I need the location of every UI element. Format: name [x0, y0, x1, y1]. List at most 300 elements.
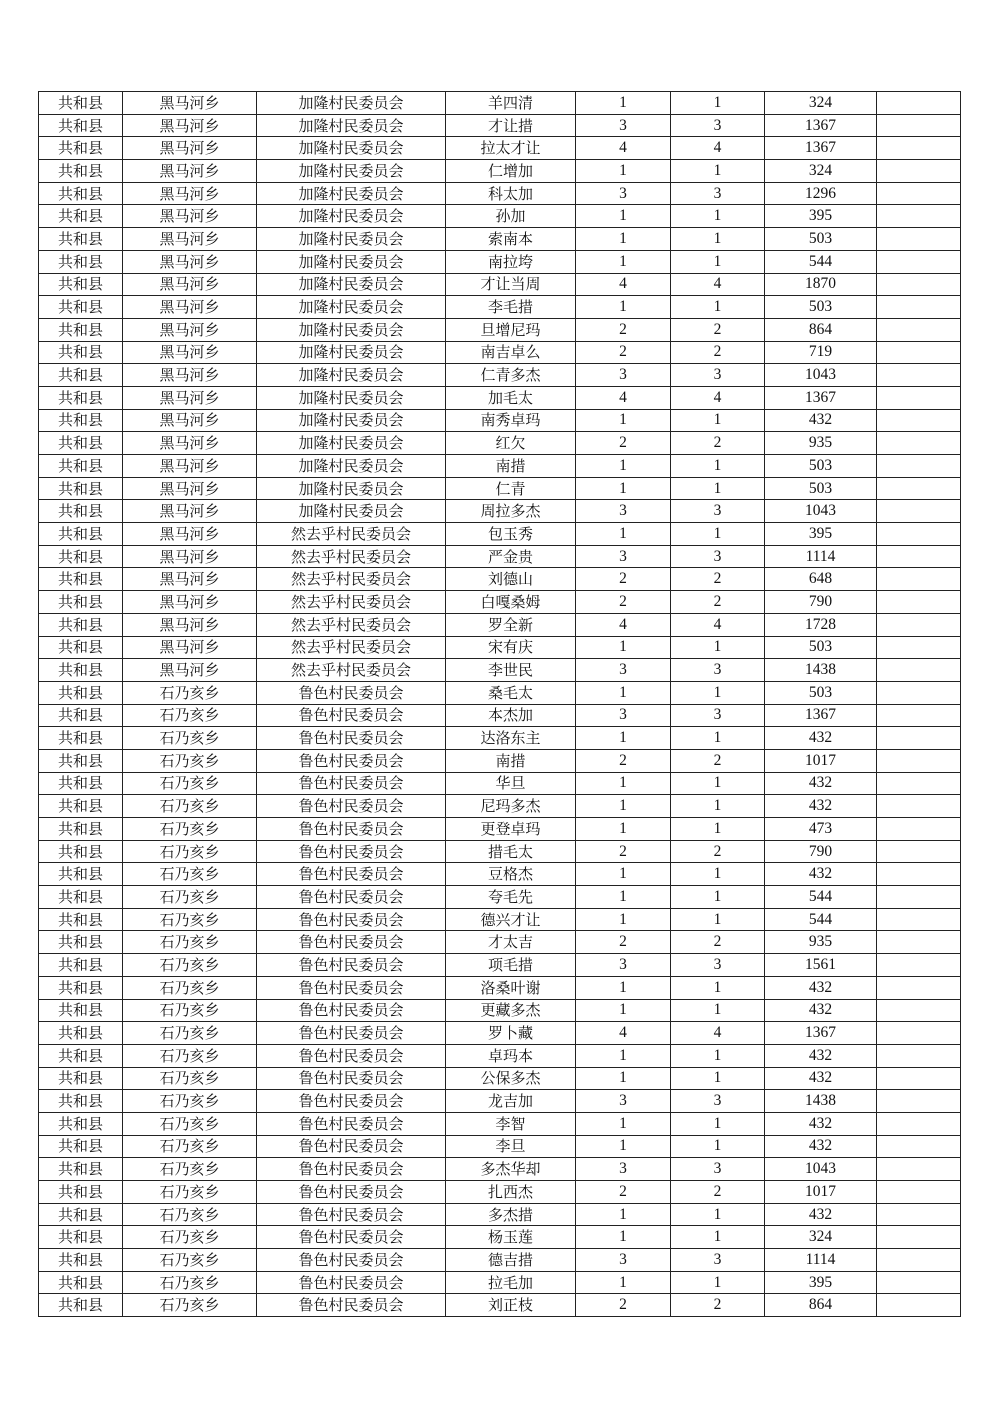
table-row — [39, 409, 961, 432]
remark-cell — [877, 976, 961, 999]
table-row — [39, 273, 961, 296]
county-cell: 共和县 — [39, 500, 123, 523]
name-cell: 刘正枝 — [446, 1294, 576, 1317]
township-cell: 黑马河乡 — [123, 228, 257, 251]
county-cell: 共和县 — [39, 273, 123, 296]
county-cell: 共和县 — [39, 455, 123, 478]
remark-cell — [877, 818, 961, 841]
count-b-cell: 3 — [671, 954, 765, 977]
table-row — [39, 840, 961, 863]
count-b-cell: 2 — [671, 318, 765, 341]
count-b-cell: 1 — [671, 1044, 765, 1067]
remark-cell — [877, 1112, 961, 1135]
amount-cell: 395 — [765, 523, 877, 546]
amount-cell: 432 — [765, 1067, 877, 1090]
count-a-cell: 1 — [576, 92, 671, 115]
name-cell: 多杰措 — [446, 1203, 576, 1226]
table-row — [39, 228, 961, 251]
village-committee-cell: 加隆村民委员会 — [257, 182, 446, 205]
village-committee-cell: 鲁色村民委员会 — [257, 999, 446, 1022]
county-cell: 共和县 — [39, 182, 123, 205]
remark-cell — [877, 137, 961, 160]
name-cell: 尼玛多杰 — [446, 795, 576, 818]
village-committee-cell: 加隆村民委员会 — [257, 477, 446, 500]
name-cell: 南措 — [446, 455, 576, 478]
township-cell: 黑马河乡 — [123, 477, 257, 500]
township-cell: 石乃亥乡 — [123, 772, 257, 795]
township-cell: 石乃亥乡 — [123, 1044, 257, 1067]
village-committee-cell: 加隆村民委员会 — [257, 364, 446, 387]
remark-cell — [877, 886, 961, 909]
table-row — [39, 477, 961, 500]
village-committee-cell: 然去乎村民委员会 — [257, 545, 446, 568]
remark-cell — [877, 182, 961, 205]
count-b-cell: 3 — [671, 182, 765, 205]
township-cell: 黑马河乡 — [123, 523, 257, 546]
table-row — [39, 1135, 961, 1158]
remark-cell — [877, 999, 961, 1022]
name-cell: 达洛东主 — [446, 727, 576, 750]
count-a-cell: 1 — [576, 523, 671, 546]
village-committee-cell: 加隆村民委员会 — [257, 250, 446, 273]
village-committee-cell: 加隆村民委员会 — [257, 114, 446, 137]
township-cell: 石乃亥乡 — [123, 1271, 257, 1294]
county-cell: 共和县 — [39, 318, 123, 341]
count-a-cell: 1 — [576, 1067, 671, 1090]
amount-cell: 503 — [765, 455, 877, 478]
township-cell: 石乃亥乡 — [123, 704, 257, 727]
count-a-cell: 2 — [576, 749, 671, 772]
count-a-cell: 1 — [576, 1271, 671, 1294]
county-cell: 共和县 — [39, 886, 123, 909]
name-cell: 李世民 — [446, 659, 576, 682]
county-cell: 共和县 — [39, 1249, 123, 1272]
village-committee-cell: 鲁色村民委员会 — [257, 1181, 446, 1204]
name-cell: 白嘎桑姆 — [446, 591, 576, 614]
count-b-cell: 1 — [671, 1226, 765, 1249]
county-cell: 共和县 — [39, 568, 123, 591]
township-cell: 黑马河乡 — [123, 545, 257, 568]
count-b-cell: 3 — [671, 1249, 765, 1272]
amount-cell: 1043 — [765, 500, 877, 523]
name-cell: 才让当周 — [446, 273, 576, 296]
township-cell: 黑马河乡 — [123, 341, 257, 364]
count-a-cell: 3 — [576, 500, 671, 523]
name-cell: 才太吉 — [446, 931, 576, 954]
name-cell: 仁青 — [446, 477, 576, 500]
township-cell: 黑马河乡 — [123, 386, 257, 409]
name-cell: 李智 — [446, 1112, 576, 1135]
table-body — [39, 92, 961, 1317]
table-row — [39, 341, 961, 364]
remark-cell — [877, 681, 961, 704]
county-cell: 共和县 — [39, 1181, 123, 1204]
village-committee-cell: 然去乎村民委员会 — [257, 523, 446, 546]
table-row — [39, 681, 961, 704]
county-cell: 共和县 — [39, 386, 123, 409]
county-cell: 共和县 — [39, 92, 123, 115]
township-cell: 石乃亥乡 — [123, 954, 257, 977]
amount-cell: 1367 — [765, 114, 877, 137]
village-committee-cell: 鲁色村民委员会 — [257, 1090, 446, 1113]
table-row — [39, 999, 961, 1022]
amount-cell: 1296 — [765, 182, 877, 205]
township-cell: 石乃亥乡 — [123, 1294, 257, 1317]
count-a-cell: 3 — [576, 954, 671, 977]
remark-cell — [877, 931, 961, 954]
table-row — [39, 1044, 961, 1067]
remark-cell — [877, 659, 961, 682]
village-committee-cell: 加隆村民委员会 — [257, 318, 446, 341]
name-cell: 南拉垮 — [446, 250, 576, 273]
name-cell: 南吉卓么 — [446, 341, 576, 364]
table-row — [39, 318, 961, 341]
county-cell: 共和县 — [39, 1271, 123, 1294]
count-b-cell: 2 — [671, 1181, 765, 1204]
township-cell: 石乃亥乡 — [123, 1112, 257, 1135]
count-a-cell: 3 — [576, 1090, 671, 1113]
table-row — [39, 1022, 961, 1045]
village-committee-cell: 然去乎村民委员会 — [257, 659, 446, 682]
count-a-cell: 2 — [576, 432, 671, 455]
table-row — [39, 545, 961, 568]
count-b-cell: 3 — [671, 500, 765, 523]
count-b-cell: 1 — [671, 228, 765, 251]
name-cell: 杨玉莲 — [446, 1226, 576, 1249]
county-cell: 共和县 — [39, 1158, 123, 1181]
township-cell: 石乃亥乡 — [123, 1090, 257, 1113]
count-b-cell: 1 — [671, 772, 765, 795]
remark-cell — [877, 727, 961, 750]
county-cell: 共和县 — [39, 591, 123, 614]
remark-cell — [877, 545, 961, 568]
remark-cell — [877, 863, 961, 886]
amount-cell: 432 — [765, 863, 877, 886]
table-row — [39, 976, 961, 999]
village-committee-cell: 鲁色村民委员会 — [257, 886, 446, 909]
remark-cell — [877, 749, 961, 772]
county-cell: 共和县 — [39, 976, 123, 999]
table-row — [39, 1226, 961, 1249]
remark-cell — [877, 500, 961, 523]
amount-cell: 1043 — [765, 364, 877, 387]
village-committee-cell: 加隆村民委员会 — [257, 432, 446, 455]
count-a-cell: 2 — [576, 591, 671, 614]
amount-cell: 432 — [765, 1112, 877, 1135]
table-row — [39, 954, 961, 977]
count-a-cell: 3 — [576, 1249, 671, 1272]
count-b-cell: 2 — [671, 931, 765, 954]
table-row — [39, 795, 961, 818]
name-cell: 索南本 — [446, 228, 576, 251]
amount-cell: 432 — [765, 1135, 877, 1158]
table-row — [39, 908, 961, 931]
count-a-cell: 2 — [576, 1294, 671, 1317]
village-committee-cell: 加隆村民委员会 — [257, 92, 446, 115]
name-cell: 才让措 — [446, 114, 576, 137]
remark-cell — [877, 477, 961, 500]
count-b-cell: 1 — [671, 1112, 765, 1135]
count-b-cell: 1 — [671, 523, 765, 546]
name-cell: 措毛太 — [446, 840, 576, 863]
remark-cell — [877, 228, 961, 251]
township-cell: 黑马河乡 — [123, 591, 257, 614]
count-b-cell: 3 — [671, 659, 765, 682]
name-cell: 拉太才让 — [446, 137, 576, 160]
county-cell: 共和县 — [39, 1044, 123, 1067]
table-row — [39, 296, 961, 319]
table-row — [39, 749, 961, 772]
name-cell: 李毛措 — [446, 296, 576, 319]
count-b-cell: 2 — [671, 432, 765, 455]
county-cell: 共和县 — [39, 908, 123, 931]
count-b-cell: 1 — [671, 205, 765, 228]
amount-cell: 324 — [765, 160, 877, 183]
count-b-cell: 1 — [671, 795, 765, 818]
township-cell: 石乃亥乡 — [123, 1067, 257, 1090]
village-committee-cell: 鲁色村民委员会 — [257, 1249, 446, 1272]
count-a-cell: 1 — [576, 1226, 671, 1249]
county-cell: 共和县 — [39, 137, 123, 160]
remark-cell — [877, 772, 961, 795]
count-b-cell: 4 — [671, 137, 765, 160]
name-cell: 德兴才让 — [446, 908, 576, 931]
township-cell: 石乃亥乡 — [123, 863, 257, 886]
county-cell: 共和县 — [39, 772, 123, 795]
name-cell: 科太加 — [446, 182, 576, 205]
amount-cell: 935 — [765, 432, 877, 455]
name-cell: 项毛措 — [446, 954, 576, 977]
count-b-cell: 1 — [671, 886, 765, 909]
count-a-cell: 4 — [576, 386, 671, 409]
count-a-cell: 1 — [576, 886, 671, 909]
county-cell: 共和县 — [39, 523, 123, 546]
township-cell: 石乃亥乡 — [123, 795, 257, 818]
village-committee-cell: 加隆村民委员会 — [257, 455, 446, 478]
county-cell: 共和县 — [39, 114, 123, 137]
township-cell: 黑马河乡 — [123, 568, 257, 591]
amount-cell: 790 — [765, 591, 877, 614]
county-cell: 共和县 — [39, 1112, 123, 1135]
table-row — [39, 1181, 961, 1204]
count-a-cell: 3 — [576, 114, 671, 137]
count-a-cell: 1 — [576, 976, 671, 999]
county-cell: 共和县 — [39, 160, 123, 183]
remark-cell — [877, 795, 961, 818]
county-cell: 共和县 — [39, 250, 123, 273]
township-cell: 石乃亥乡 — [123, 908, 257, 931]
count-b-cell: 4 — [671, 386, 765, 409]
table-row — [39, 1158, 961, 1181]
count-b-cell: 2 — [671, 1294, 765, 1317]
table-row — [39, 1249, 961, 1272]
remark-cell — [877, 432, 961, 455]
village-committee-cell: 加隆村民委员会 — [257, 137, 446, 160]
remark-cell — [877, 1135, 961, 1158]
village-committee-cell: 加隆村民委员会 — [257, 296, 446, 319]
name-cell: 罗全新 — [446, 613, 576, 636]
name-cell: 旦增尼玛 — [446, 318, 576, 341]
amount-cell: 1367 — [765, 137, 877, 160]
count-a-cell: 1 — [576, 160, 671, 183]
count-a-cell: 3 — [576, 545, 671, 568]
count-b-cell: 1 — [671, 296, 765, 319]
township-cell: 黑马河乡 — [123, 273, 257, 296]
village-committee-cell: 鲁色村民委员会 — [257, 1067, 446, 1090]
amount-cell: 1017 — [765, 749, 877, 772]
township-cell: 黑马河乡 — [123, 114, 257, 137]
name-cell: 扎西杰 — [446, 1181, 576, 1204]
count-b-cell: 4 — [671, 613, 765, 636]
county-cell: 共和县 — [39, 863, 123, 886]
table-row — [39, 1294, 961, 1317]
remark-cell — [877, 341, 961, 364]
amount-cell: 324 — [765, 92, 877, 115]
amount-cell: 1870 — [765, 273, 877, 296]
count-a-cell: 4 — [576, 273, 671, 296]
township-cell: 石乃亥乡 — [123, 727, 257, 750]
count-a-cell: 2 — [576, 840, 671, 863]
table-row — [39, 364, 961, 387]
township-cell: 石乃亥乡 — [123, 999, 257, 1022]
remark-cell — [877, 273, 961, 296]
count-a-cell: 3 — [576, 364, 671, 387]
township-cell: 黑马河乡 — [123, 296, 257, 319]
township-cell: 黑马河乡 — [123, 205, 257, 228]
count-b-cell: 4 — [671, 273, 765, 296]
count-a-cell: 1 — [576, 772, 671, 795]
remark-cell — [877, 205, 961, 228]
count-a-cell: 2 — [576, 1181, 671, 1204]
count-b-cell: 1 — [671, 727, 765, 750]
remark-cell — [877, 613, 961, 636]
table-row — [39, 818, 961, 841]
count-a-cell: 1 — [576, 228, 671, 251]
township-cell: 黑马河乡 — [123, 455, 257, 478]
village-committee-cell: 鲁色村民委员会 — [257, 1271, 446, 1294]
township-cell: 黑马河乡 — [123, 92, 257, 115]
county-cell: 共和县 — [39, 432, 123, 455]
village-committee-cell: 加隆村民委员会 — [257, 228, 446, 251]
amount-cell: 473 — [765, 818, 877, 841]
township-cell: 石乃亥乡 — [123, 1158, 257, 1181]
village-committee-cell: 鲁色村民委员会 — [257, 749, 446, 772]
count-a-cell: 4 — [576, 1022, 671, 1045]
village-committee-cell: 鲁色村民委员会 — [257, 704, 446, 727]
village-committee-cell: 鲁色村民委员会 — [257, 1044, 446, 1067]
amount-cell: 790 — [765, 840, 877, 863]
table-row — [39, 613, 961, 636]
amount-cell: 864 — [765, 1294, 877, 1317]
county-cell: 共和县 — [39, 1022, 123, 1045]
township-cell: 黑马河乡 — [123, 500, 257, 523]
amount-cell: 432 — [765, 1044, 877, 1067]
remark-cell — [877, 523, 961, 546]
name-cell: 李旦 — [446, 1135, 576, 1158]
count-a-cell: 2 — [576, 568, 671, 591]
remark-cell — [877, 1022, 961, 1045]
remark-cell — [877, 568, 961, 591]
amount-cell: 503 — [765, 681, 877, 704]
village-committee-cell: 鲁色村民委员会 — [257, 954, 446, 977]
count-a-cell: 3 — [576, 704, 671, 727]
remark-cell — [877, 250, 961, 273]
amount-cell: 544 — [765, 886, 877, 909]
village-committee-cell: 加隆村民委员会 — [257, 409, 446, 432]
count-b-cell: 2 — [671, 749, 765, 772]
table-row — [39, 432, 961, 455]
county-cell: 共和县 — [39, 931, 123, 954]
county-cell: 共和县 — [39, 409, 123, 432]
table-row — [39, 931, 961, 954]
county-cell: 共和县 — [39, 341, 123, 364]
village-committee-cell: 鲁色村民委员会 — [257, 931, 446, 954]
village-committee-cell: 鲁色村民委员会 — [257, 1158, 446, 1181]
township-cell: 黑马河乡 — [123, 613, 257, 636]
name-cell: 洛桑叶谢 — [446, 976, 576, 999]
count-b-cell: 1 — [671, 1271, 765, 1294]
township-cell: 黑马河乡 — [123, 659, 257, 682]
remark-cell — [877, 1044, 961, 1067]
name-cell: 南秀卓玛 — [446, 409, 576, 432]
name-cell: 刘德山 — [446, 568, 576, 591]
county-cell: 共和县 — [39, 681, 123, 704]
count-b-cell: 2 — [671, 341, 765, 364]
township-cell: 石乃亥乡 — [123, 886, 257, 909]
county-cell: 共和县 — [39, 659, 123, 682]
county-cell: 共和县 — [39, 749, 123, 772]
remark-cell — [877, 386, 961, 409]
remark-cell — [877, 1090, 961, 1113]
amount-cell: 1114 — [765, 1249, 877, 1272]
count-a-cell: 1 — [576, 795, 671, 818]
table-row — [39, 568, 961, 591]
remark-cell — [877, 704, 961, 727]
village-committee-cell: 鲁色村民委员会 — [257, 772, 446, 795]
name-cell: 羊四清 — [446, 92, 576, 115]
remark-cell — [877, 1158, 961, 1181]
remark-cell — [877, 1249, 961, 1272]
name-cell: 仁增加 — [446, 160, 576, 183]
remark-cell — [877, 1203, 961, 1226]
count-a-cell: 4 — [576, 613, 671, 636]
county-cell: 共和县 — [39, 364, 123, 387]
name-cell: 桑毛太 — [446, 681, 576, 704]
name-cell: 德吉措 — [446, 1249, 576, 1272]
county-cell: 共和县 — [39, 954, 123, 977]
amount-cell: 1367 — [765, 386, 877, 409]
count-a-cell: 1 — [576, 1112, 671, 1135]
amount-cell: 544 — [765, 250, 877, 273]
county-cell: 共和县 — [39, 205, 123, 228]
village-committee-cell: 鲁色村民委员会 — [257, 1226, 446, 1249]
amount-cell: 719 — [765, 341, 877, 364]
count-b-cell: 1 — [671, 976, 765, 999]
table-row — [39, 772, 961, 795]
amount-cell: 1728 — [765, 613, 877, 636]
township-cell: 黑马河乡 — [123, 250, 257, 273]
remark-cell — [877, 318, 961, 341]
table-row — [39, 886, 961, 909]
county-cell: 共和县 — [39, 636, 123, 659]
name-cell: 更藏多杰 — [446, 999, 576, 1022]
count-b-cell: 1 — [671, 250, 765, 273]
county-cell: 共和县 — [39, 1294, 123, 1317]
count-a-cell: 2 — [576, 318, 671, 341]
table-row — [39, 727, 961, 750]
count-a-cell: 1 — [576, 455, 671, 478]
amount-cell: 432 — [765, 1203, 877, 1226]
